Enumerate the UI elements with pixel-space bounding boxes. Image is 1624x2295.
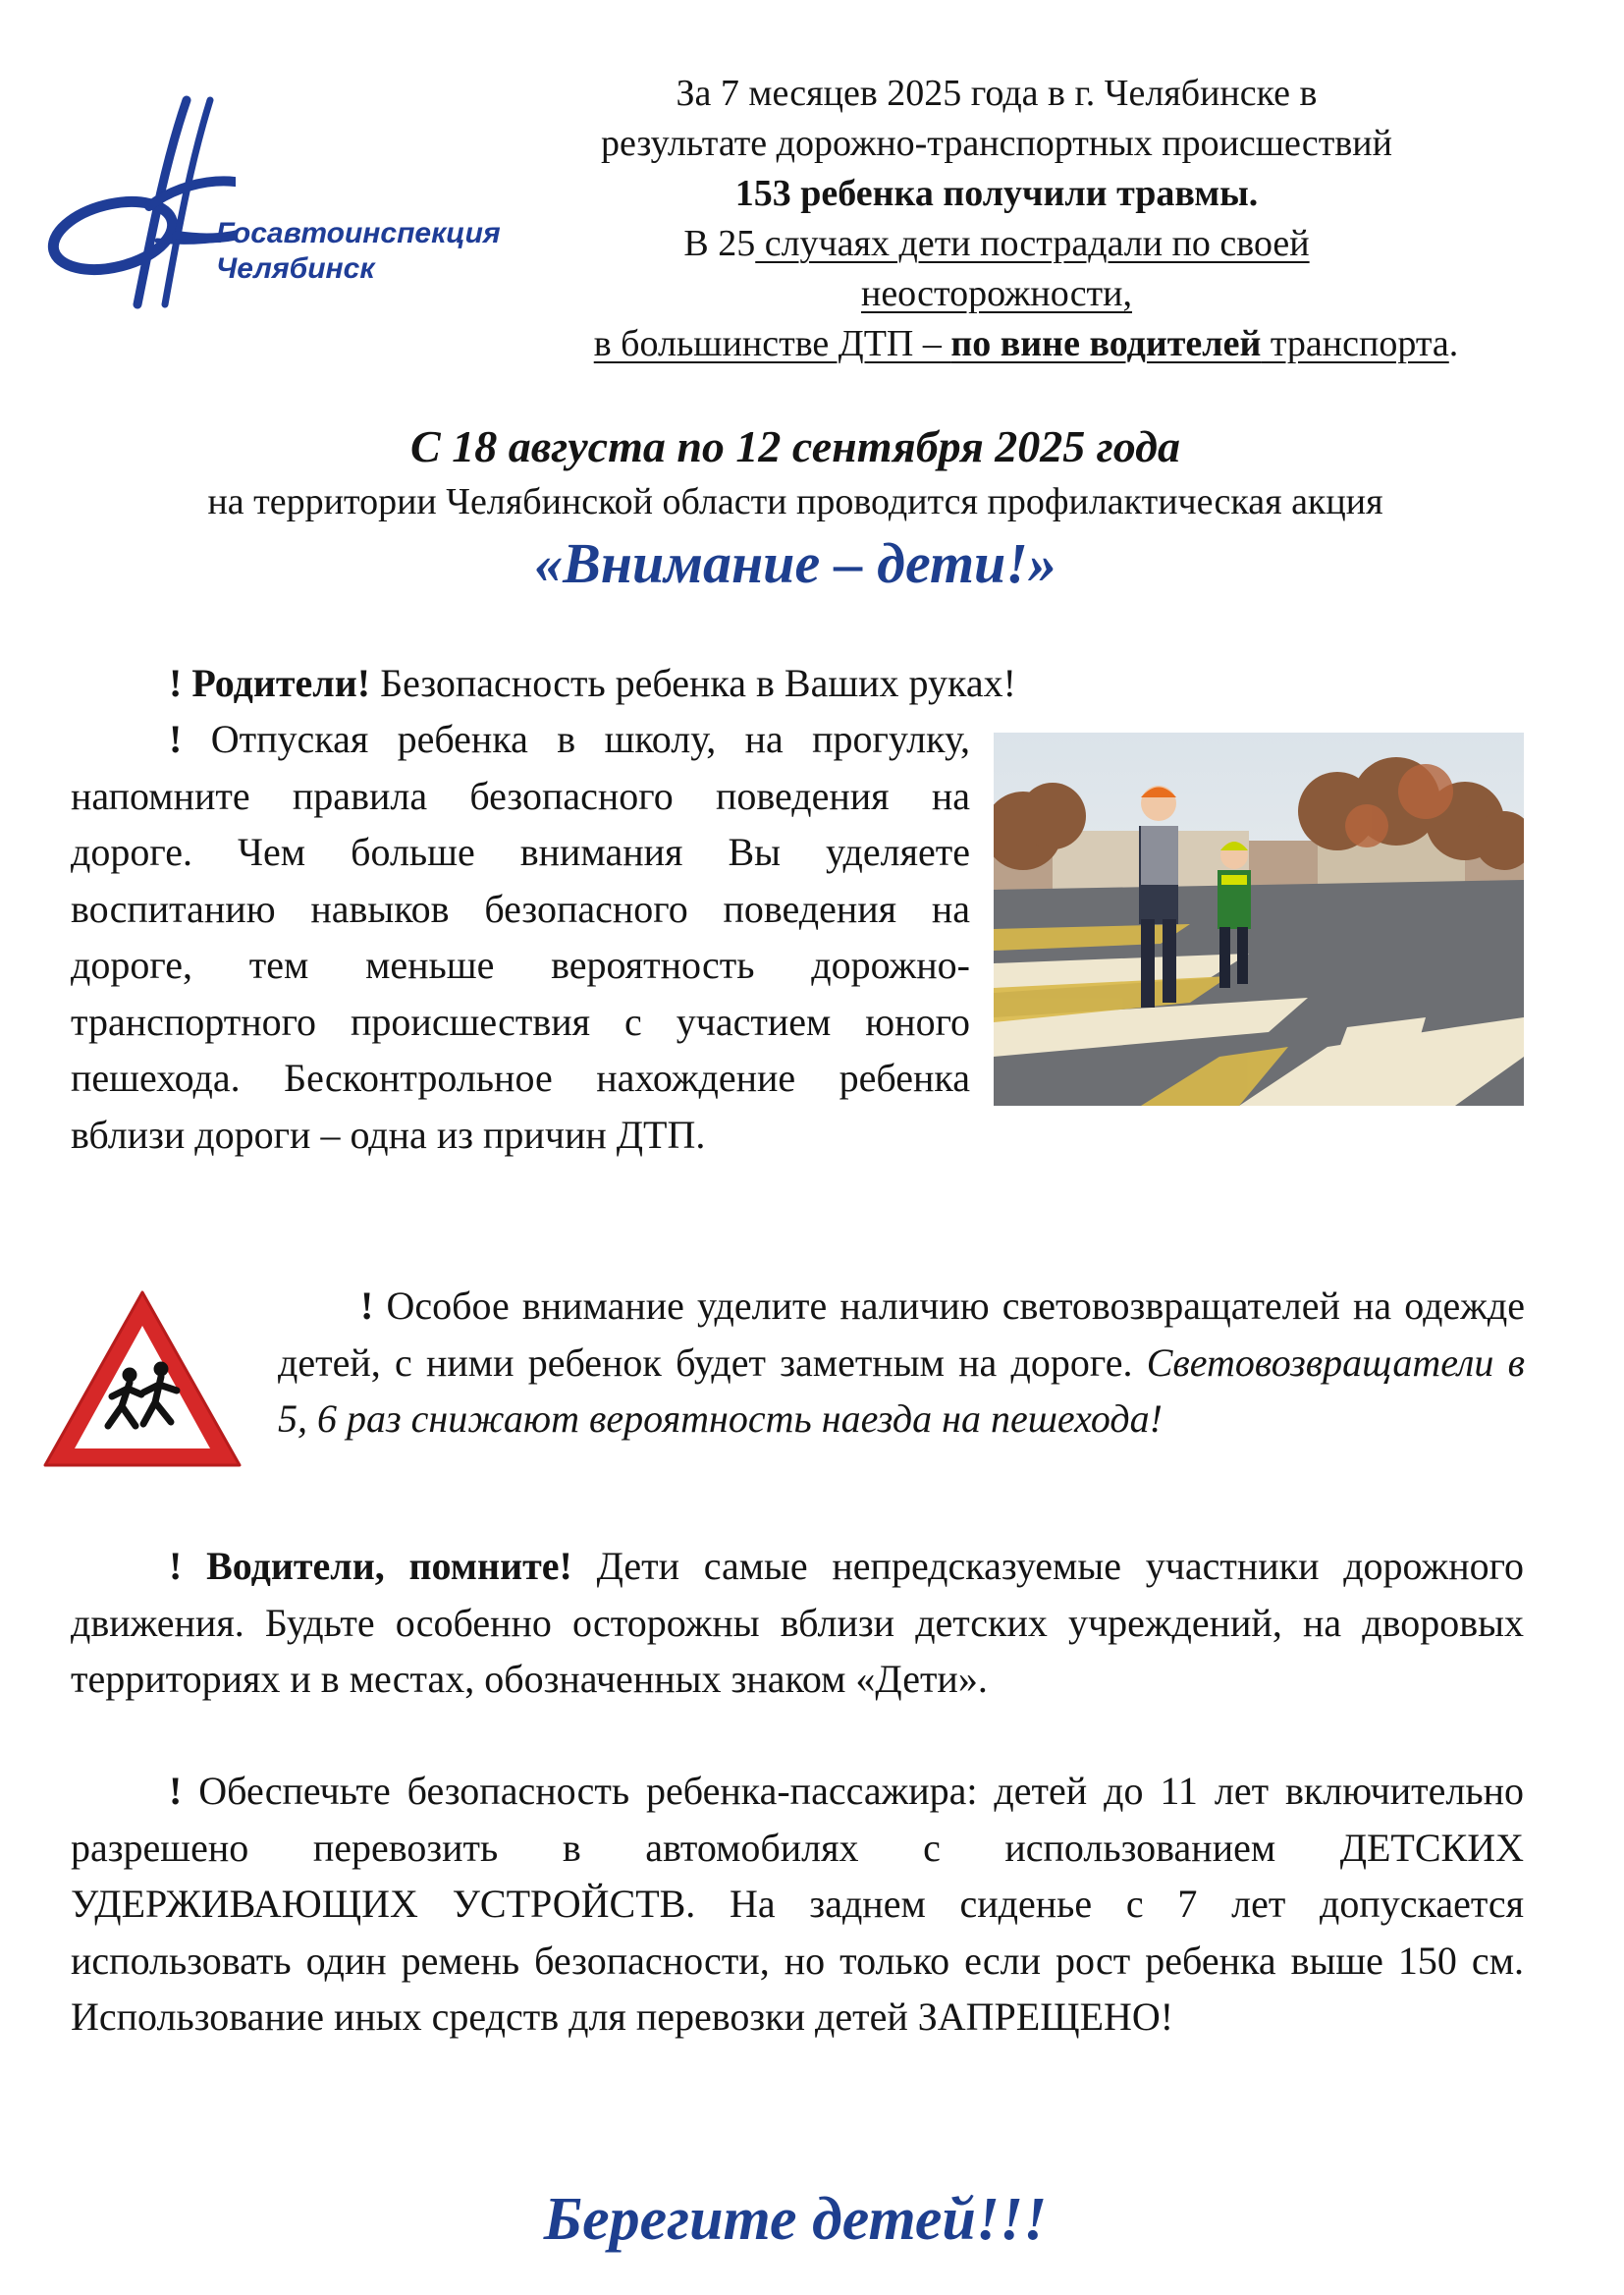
parents-para-mark: ! (169, 717, 183, 761)
statistics-header (461, 69, 1532, 369)
passenger-paragraph (71, 1763, 1524, 2046)
header-line1: За 7 месяцев 2025 года в г. Челябинске в (676, 73, 1318, 114)
parents-heading: Родители! (191, 661, 371, 705)
campaign-name: «Внимание – дети!» (534, 531, 1056, 595)
parents-para-text: Отпуская ребенка в школу, на прогулку, напомните правила безопасного поведения на дороге. Чем больше внимания Вы уделяете воспитанию навыков безопасного поведения на дороге, тем меньше вероятность дорожно-транспортного происшествия с участием юного пешехода. Бесконтрольное нахождение ребенка вблизи дороги – одна из причин ДТП. (71, 717, 970, 1157)
campaign-dates: С 18 августа по 12 сентября 2025 года (410, 421, 1180, 471)
header-line6-a: в большинстве ДТП – (593, 323, 951, 364)
children-warning-sign (39, 1286, 245, 1473)
drivers-mark: ! (169, 1544, 183, 1588)
header-line4-prefix: В 25 (683, 223, 756, 264)
gai-logo (39, 88, 520, 314)
header-line6-b: транспорта (1261, 323, 1449, 364)
header-line3: 153 ребенка получили травмы. (734, 173, 1259, 214)
drivers-heading: Водители, помните! (206, 1544, 572, 1588)
passenger-text: Обеспечьте безопасность ребенка-пассажира: детей до 11 лет включительно разрешено перевозить в автомобилях с использованием ДЕТСКИХ УДЕРЖИВАЮЩИХ УСТРОЙСТВ. На заднем сиденье с 7 лет допускается использовать один ремень безопасности, но только если рост ребенка выше 150 см. Использование иных средств для перевозки детей ЗАПРЕЩЕНО! (71, 1769, 1524, 2039)
header-line6-end: . (1448, 323, 1459, 364)
children-crossing-photo-icon (994, 733, 1524, 1106)
header-line6-bold: по вине водителей (950, 323, 1262, 364)
parents-text: Безопасность ребенка в Ваших руках! (370, 661, 1016, 705)
header-line5: неосторожности, (860, 273, 1133, 314)
drivers-paragraph (71, 1538, 1524, 1708)
parents-paragraph (71, 711, 1524, 1163)
reflectors-italic: Световозвращатели в 5, 6 раз снижают вероятность наезда на пешехода! (278, 1339, 1525, 1441)
reflectors-paragraph (278, 1278, 1525, 1448)
drivers-text: Дети самые непредсказуемые участники дорожного движения. Будьте особенно осторожны вблизи детских учреждений, на дворовых территориях и в местах, обозначенных знаком «Дети». (71, 1544, 1525, 1701)
closing-slogan: Берегите детей!!! (543, 2186, 1048, 2253)
header-line6 (461, 319, 1532, 369)
reflectors-mark: ! (360, 1284, 374, 1328)
parents-mark: ! (169, 661, 183, 705)
header-line4-underlined: случаях дети пострадали по своей (755, 223, 1310, 264)
header-line4 (461, 219, 1532, 269)
passenger-mark: ! (169, 1769, 183, 1813)
header-line2: результате дорожно-транспортных происшествий (601, 123, 1392, 164)
logo-line1: Госавтоинспекция (216, 217, 501, 249)
parents-line (71, 655, 1524, 712)
reflectors-text: Особое внимание уделите наличию световозвращателей на одежде детей, с ними ребенок будет заметным на дороге. (278, 1284, 1525, 1385)
gai-emblem-icon (39, 88, 236, 314)
children-crossing-photo (994, 733, 1524, 1106)
children-warning-sign-icon (39, 1286, 245, 1473)
campaign-territory: на территории Челябинской области проводится профилактическая акция (207, 481, 1383, 522)
logo-line2: Челябинск (216, 252, 375, 285)
